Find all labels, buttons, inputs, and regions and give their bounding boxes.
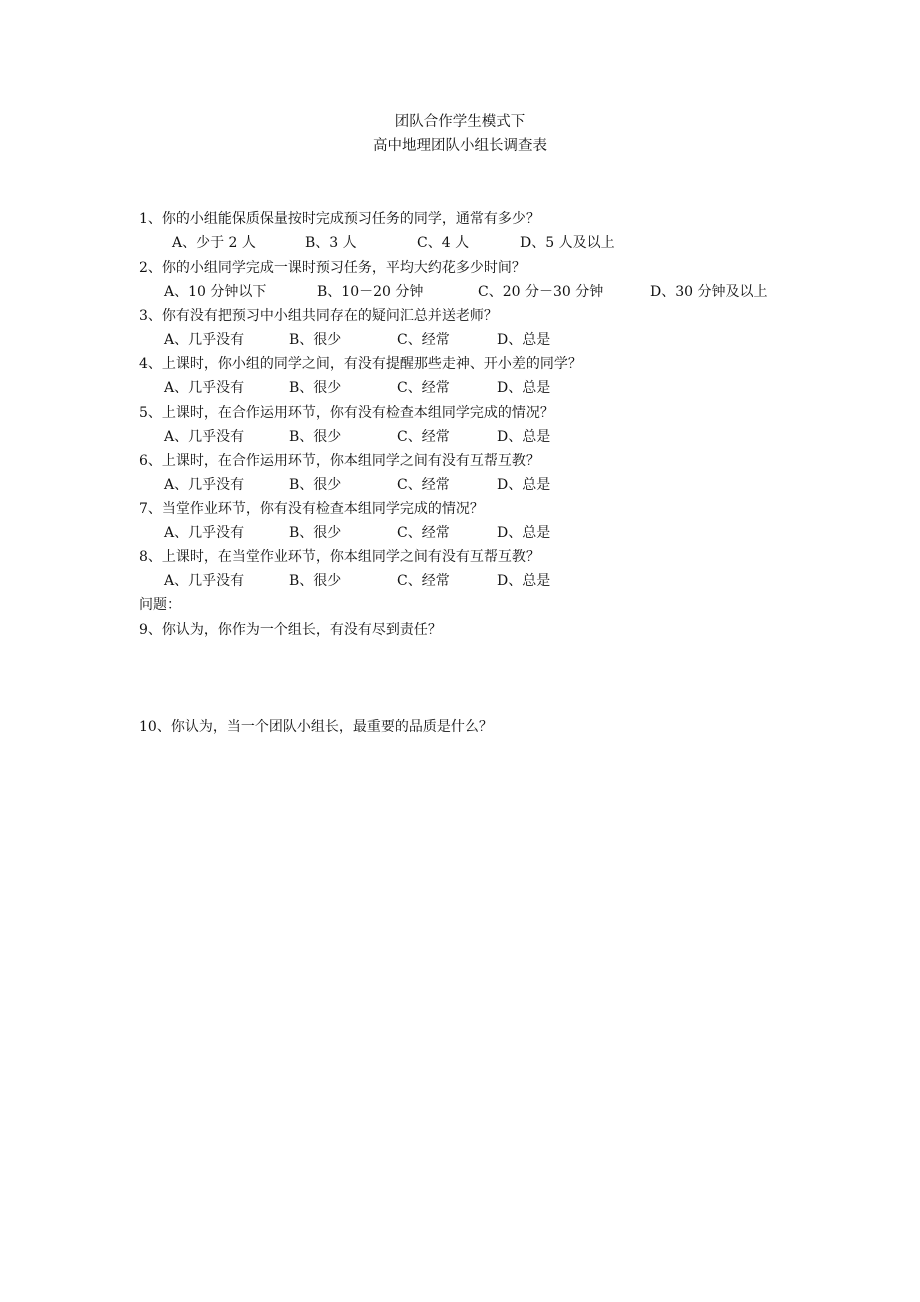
question-1: 1、你的小组能保质保量按时完成预习任务的同学，通常有多少？ (139, 211, 540, 227)
q3-option-d: D、总是 (497, 332, 551, 348)
q5-option-b: B、很少 (289, 429, 342, 445)
q7-option-c: C、经常 (397, 525, 450, 541)
question-7: 7、当堂作业环节，你有没有检查本组同学完成的情况？ (139, 501, 484, 517)
q1-option-d: D、5 人及以上 (520, 235, 615, 251)
q4-option-d: D、总是 (497, 380, 551, 396)
document-title-line1: 团队合作学生模式下 (394, 114, 526, 130)
q3-option-a: A、几乎没有 (164, 332, 245, 348)
question-8: 8、上课时，在当堂作业环节，你本组同学之间有没有互帮互教？ (139, 549, 540, 565)
q1-option-c: C、4 人 (417, 235, 470, 251)
q6-option-a: A、几乎没有 (164, 477, 245, 493)
question-4: 4、上课时，你小组的同学之间，有没有提醒那些走神、开小差的同学？ (139, 356, 582, 372)
question-6: 6、上课时，在合作运用环节，你本组同学之间有没有互帮互教？ (139, 453, 540, 469)
q2-option-a: A、10 分钟以下 (164, 284, 267, 300)
q1-option-a: A、少于 2 人 (172, 235, 256, 251)
question-9: 9、你认为，你作为一个组长，有没有尽到责任？ (139, 622, 442, 638)
q7-option-a: A、几乎没有 (164, 525, 245, 541)
q6-option-d: D、总是 (497, 477, 551, 493)
q5-option-a: A、几乎没有 (164, 429, 245, 445)
q7-option-d: D、总是 (497, 525, 551, 541)
q5-option-c: C、经常 (397, 429, 450, 445)
q8-option-a: A、几乎没有 (164, 573, 245, 589)
question-2: 2、你的小组同学完成一课时预习任务，平均大约花多少时间？ (139, 260, 526, 276)
q1-option-b: B、3 人 (305, 235, 357, 251)
question-5: 5、上课时，在合作运用环节，你有没有检查本组同学完成的情况？ (139, 405, 554, 421)
q2-option-c: C、20 分－30 分钟 (478, 284, 604, 300)
q3-option-b: B、很少 (289, 332, 342, 348)
q8-option-d: D、总是 (497, 573, 551, 589)
q2-option-d: D、30 分钟及以上 (650, 284, 768, 300)
q8-option-b: B、很少 (289, 573, 342, 589)
q4-option-c: C、经常 (397, 380, 450, 396)
q7-option-b: B、很少 (289, 525, 342, 541)
q2-option-b: B、10－20 分钟 (317, 284, 424, 300)
q4-option-a: A、几乎没有 (164, 380, 245, 396)
q4-option-b: B、很少 (289, 380, 342, 396)
open-questions-label: 问题： (139, 597, 181, 613)
q3-option-c: C、经常 (397, 332, 450, 348)
q8-option-c: C、经常 (397, 573, 450, 589)
q6-option-b: B、很少 (289, 477, 342, 493)
q5-option-d: D、总是 (497, 429, 551, 445)
question-10: 10、你认为，当一个团队小组长，最重要的品质是什么？ (139, 719, 493, 735)
document-title-line2: 高中地理团队小组长调查表 (373, 138, 547, 154)
q6-option-c: C、经常 (397, 477, 450, 493)
question-3: 3、你有没有把预习中小组共同存在的疑问汇总并送老师？ (139, 308, 498, 324)
